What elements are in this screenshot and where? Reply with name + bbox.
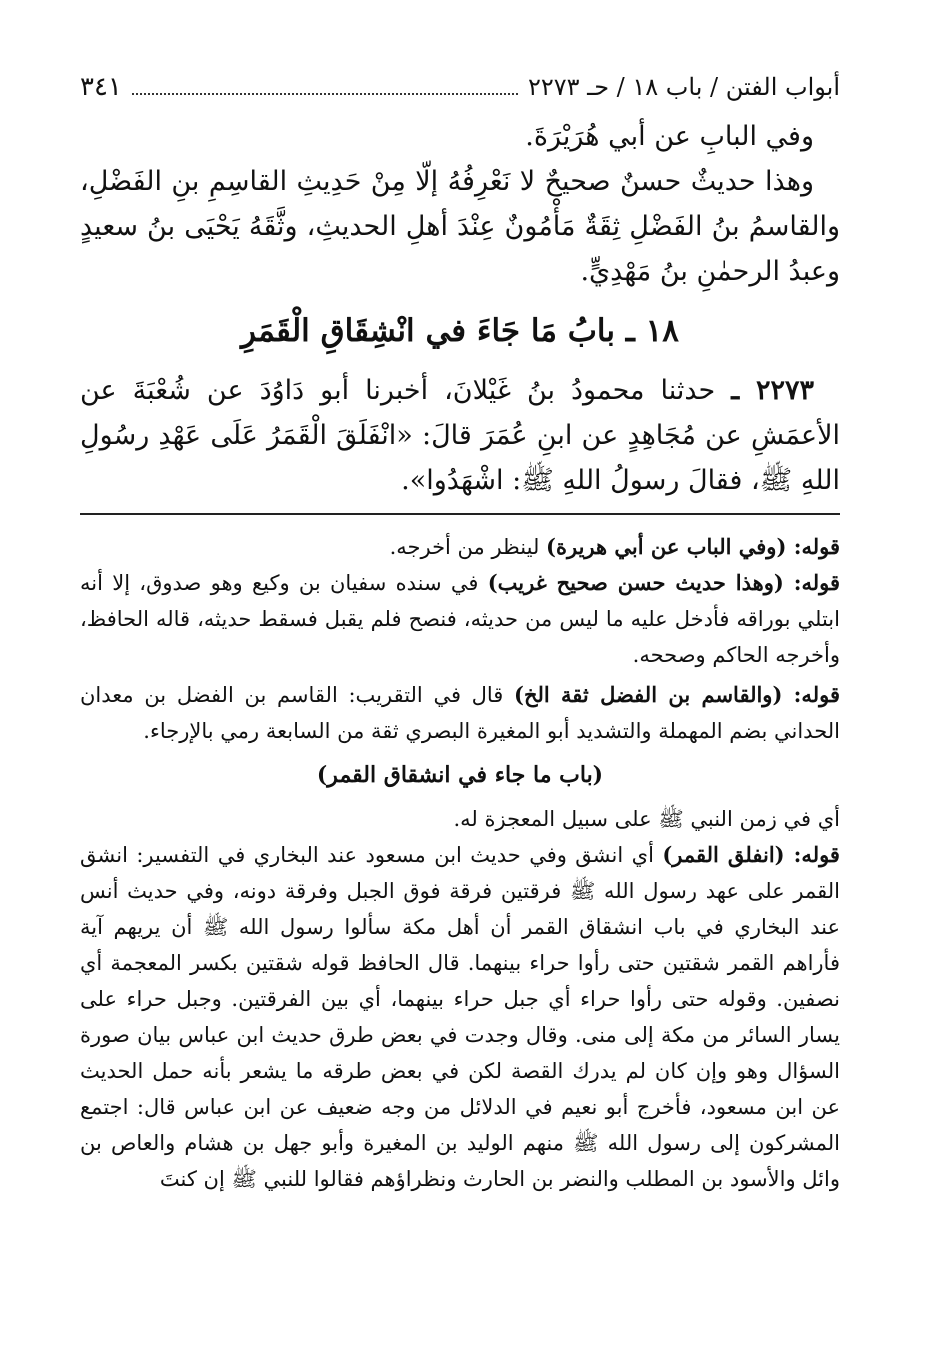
commentary-note-1 <box>80 529 840 565</box>
page-header <box>80 70 840 104</box>
commentary-label-5: قوله: (انفلق القمر) <box>662 842 840 867</box>
dotted-leader <box>132 79 518 95</box>
commentary <box>80 529 840 1197</box>
page-number: ٣٤١ <box>80 72 122 102</box>
commentary-label-2: قوله: (وهذا حديث حسن صحيح غريب) <box>487 570 840 595</box>
main-paragraph-1: وفي البابِ عن أبي هُرَيْرَةَ. <box>525 121 814 152</box>
hadith-number: ٢٢٧٣ ـ <box>731 375 814 406</box>
chapter-title: ١٨ ـ بابُ مَا جَاءَ في انْشِقَاقِ الْقَمَرِ <box>241 313 679 349</box>
commentary-note-5 <box>80 837 840 1197</box>
commentary-text-3: قال في التقريب: القاسم بن الفضل بن معدان الحداني بضم المهملة والتشديد أبو المغيرة البصري ثقة من السابعة رمي بالإرجاء. <box>80 683 840 743</box>
commentary-text-2: في سنده سفيان بن وكيع وهو صدوق، إلا أنه ابتلي بوراقه فأدخل عليه ما ليس من حديثه، فنصح فلم يقبل فسقط حديثه، قاله الحافظ، وأخرجه الحاكم وصححه. <box>80 571 840 667</box>
commentary-subheading: (باب ما جاء في انشقاق القمر) <box>316 762 604 788</box>
main-text <box>80 114 840 503</box>
running-title: أبواب الفتن / باب ١٨ / حـ ٢٢٧٣ <box>527 73 840 101</box>
commentary-label-3: قوله: (والقاسم بن الفضل ثقة الخ) <box>514 682 840 707</box>
commentary-note-3 <box>80 677 840 749</box>
commentary-note-4: أي في زمن النبي ﷺ على سبيل المعجزة له. <box>453 807 840 831</box>
commentary-label-1: قوله: (وفي الباب عن أبي هريرة) <box>546 534 840 559</box>
commentary-text-5: أي انشق وفي حديث ابن مسعود عند البخاري في التفسير: انشق القمر على عهد رسول الله ﷺ فرقتين فرقة فوق الجبل وفرقة دونه، وفي حديث أنس عند البخاري في باب انشقاق القمر أن أهل مكة سألوا رسول الله ﷺ أن يريهم آية فأراهم القمر شقتين حتى رأوا حراء بينهما. قال الحافظ قوله شقتين بكسر المعجمة أي نصفين. وقوله حتى رأوا حراء أي جبل حراء بينهما، أي بين الفرقتين. وجبل حراء على يسار السائر من مكة إلى منى. وقال وجدت في بعض طرق حديث ابن عباس بيان صورة السؤال وهو وإن كان لم يدرك القصة لكن في بعض طرقه ما يشعر بأنه حمل الحديث عن ابن مسعود، فأخرج أبو نعيم في الدلائل من وجه ضعيف عن ابن عباس قال: اجتمع المشركون إلى رسول الله ﷺ منهم الوليد بن المغيرة وأبو جهل بن هشام والعاص بن وائل والأسود بن المطلب والنضر بن الحارث ونظراؤهم فقالوا للنبي ﷺ إن كنتَ <box>80 843 840 1191</box>
hadith-paragraph <box>80 368 840 503</box>
main-paragraph-2: وهذا حديثٌ حسنٌ صحيحٌ لا نَعْرِفُهُ إلّا مِنْ حَدِيثِ القاسِمِ بنِ الفَضْلِ، والقاسمُ بنُ الفَضْلِ ثِقَةٌ مَأْمُونٌ عِنْدَ أهلِ الحديثِ، وثَّقَهُ يَحْيَى بنُ سعيدٍ وعبدُ الرحمٰنِ بنُ مَهْدِيٍّ. <box>80 166 840 287</box>
commentary-text-1: لينظر من أخرجه. <box>389 535 540 559</box>
separator-rule <box>80 513 840 515</box>
commentary-note-2 <box>80 565 840 673</box>
hadith-text: حدثنا محمودُ بنُ غَيْلانَ، أخبرنا أبو دَاوُدَ عن شُعْبَةَ عن الأعمَشِ عن مُجَاهِدٍ عن ابنِ عُمَرَ قالَ: «انْفَلَقَ الْقَمَرُ عَلَى عَهْدِ رسُولِ اللهِ ﷺ، فقالَ رسولُ اللهِ ﷺ: اشْهَدُوا». <box>80 375 840 496</box>
